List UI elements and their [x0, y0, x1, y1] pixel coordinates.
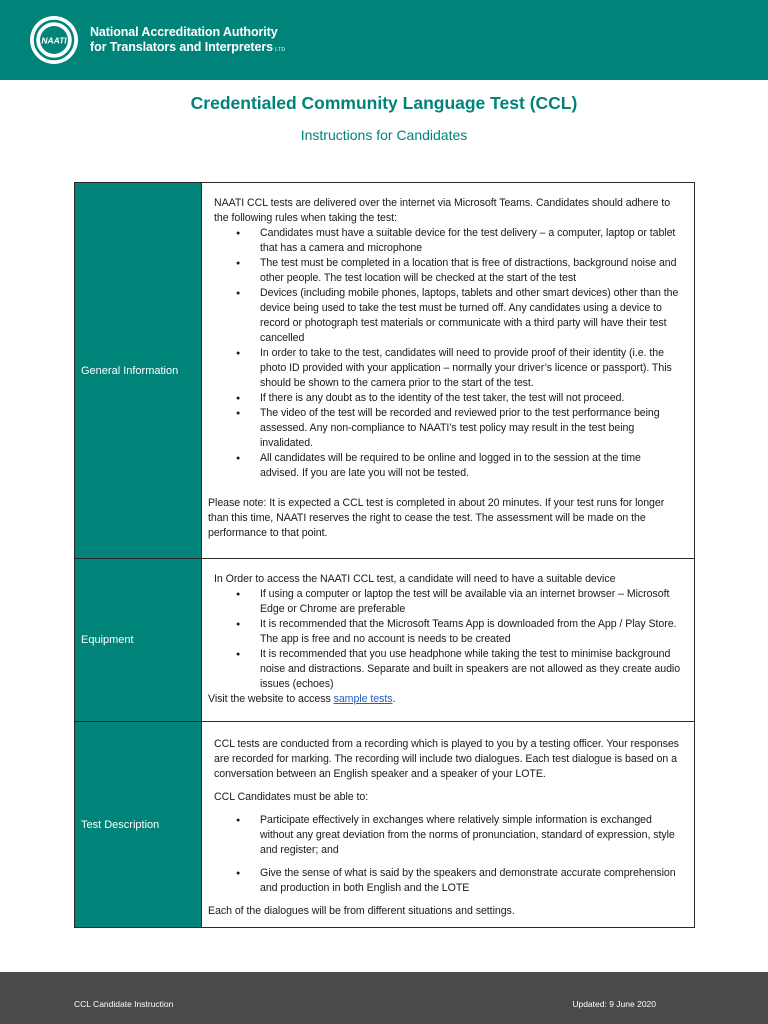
test-description-intro: CCL tests are conducted from a recording which is played to you by a testing officer. Your responses are recorded for marking. The recording will include two dialogues. Each test dialogue is based on a conversation between an English speaker and a speaker of your LOTE. — [214, 738, 679, 780]
list-item: ● It is recommended that the Microsoft Teams App is downloaded from the App / Play Store. The app is free and no account is needs to be created — [260, 617, 682, 647]
instructions-table — [74, 182, 695, 928]
org-name-line2: for Translators and Interpreters — [90, 40, 273, 54]
naati-logo — [30, 16, 78, 64]
equipment-list — [208, 587, 682, 692]
able-to-heading: CCL Candidates must be able to: — [214, 791, 369, 803]
general-note: Please note: It is expected a CCL test is completed in about 20 minutes. If your test runs for longer than this time, NAATI reserves the right to cease the test. The assessment will be made on the performance to that point. — [208, 497, 665, 539]
visit-website-text — [208, 692, 682, 707]
document-subtitle: Instructions for Candidates — [300, 127, 468, 143]
visit-suffix: . — [392, 693, 396, 705]
sample-tests-link[interactable]: sample tests — [333, 693, 393, 705]
list-item: ● Candidates must have a suitable device for the test delivery – a computer, laptop or tablet that has a camera and microphone — [260, 226, 682, 256]
test-description-content — [202, 722, 694, 927]
abilities-list — [208, 813, 682, 896]
org-suffix: LTD — [274, 47, 286, 53]
general-information-content — [202, 183, 694, 558]
list-item: ● The video of the test will be recorded and reviewed prior to the test performance being assessed. Any non-compliance to NAATI’s test policy may result in the test being invalidated. — [260, 406, 682, 451]
list-item: ● The test must be completed in a location that is free of distractions, background noise and other people. The test location will be checked at the start of the test — [260, 256, 682, 286]
org-name-line1: National Accreditation Authority — [90, 25, 278, 39]
naati-logo-icon — [30, 16, 78, 64]
section-label-general: General Information — [75, 183, 202, 558]
test-description-row — [75, 721, 694, 927]
organisation-name — [90, 25, 286, 58]
list-item: ● It is recommended that you use headphone while taking the test to minimise background noise and distractions. Separate and built in speakers are not allowed as they create audio issues (echoes) — [260, 647, 682, 692]
equipment-row — [75, 558, 694, 721]
visit-prefix: Visit the website to access — [208, 693, 334, 705]
page-footer — [0, 972, 768, 1024]
footer-updated-date: Updated: 9 June 2020 — [572, 999, 656, 1009]
list-item: ● Devices (including mobile phones, laptops, tablets and other smart devices) other than the device being used to take the test must be turned off. Any candidates using a device to record or photograph test materials or communicate with a third party will have their test cancelled — [260, 286, 682, 346]
document-title: Credentialed Community Language Test (CCL) — [190, 93, 578, 113]
general-rules-list — [208, 226, 682, 481]
section-label-equipment: Equipment — [75, 559, 202, 721]
list-item: ● If using a computer or laptop the test will be available via an internet browser – Microsoft Edge or Chrome are preferable — [260, 587, 682, 617]
logo-text: NAATI — [41, 35, 67, 46]
general-information-row — [75, 183, 694, 558]
section-label-test-description: Test Description — [75, 722, 202, 927]
general-intro: NAATI CCL tests are delivered over the internet via Microsoft Teams. Candidates should adhere to the following rules when taking the test: — [214, 197, 671, 224]
list-item: ● All candidates will be required to be online and logged in to the session at the time advised. If you are late you will not be tested. — [260, 451, 682, 481]
equipment-intro: In Order to access the NAATI CCL test, a candidate will need to have a suitable device — [214, 573, 616, 585]
list-item: ● In order to take to the test, candidates will need to provide proof of their identity (i.e. the photo ID provided with your application – normally your driver’s licence or passport). This should be shown to the camera prior to the start of the test. — [260, 346, 682, 391]
footer-document-name: CCL Candidate Instruction — [74, 999, 174, 1009]
test-description-closing: Each of the dialogues will be from different situations and settings. — [208, 905, 515, 917]
equipment-content — [202, 559, 694, 721]
list-item: ● If there is any doubt as to the identity of the test taker, the test will not proceed. — [260, 391, 682, 406]
page-header — [0, 0, 768, 80]
list-item: ● Participate effectively in exchanges where relatively simple information is exchanged without any great deviation from the norms of pronunciation, standard of expression, style and register; and — [260, 813, 682, 858]
list-item: ● Give the sense of what is said by the speakers and demonstrate accurate comprehension and production in both English and the LOTE — [260, 866, 682, 896]
